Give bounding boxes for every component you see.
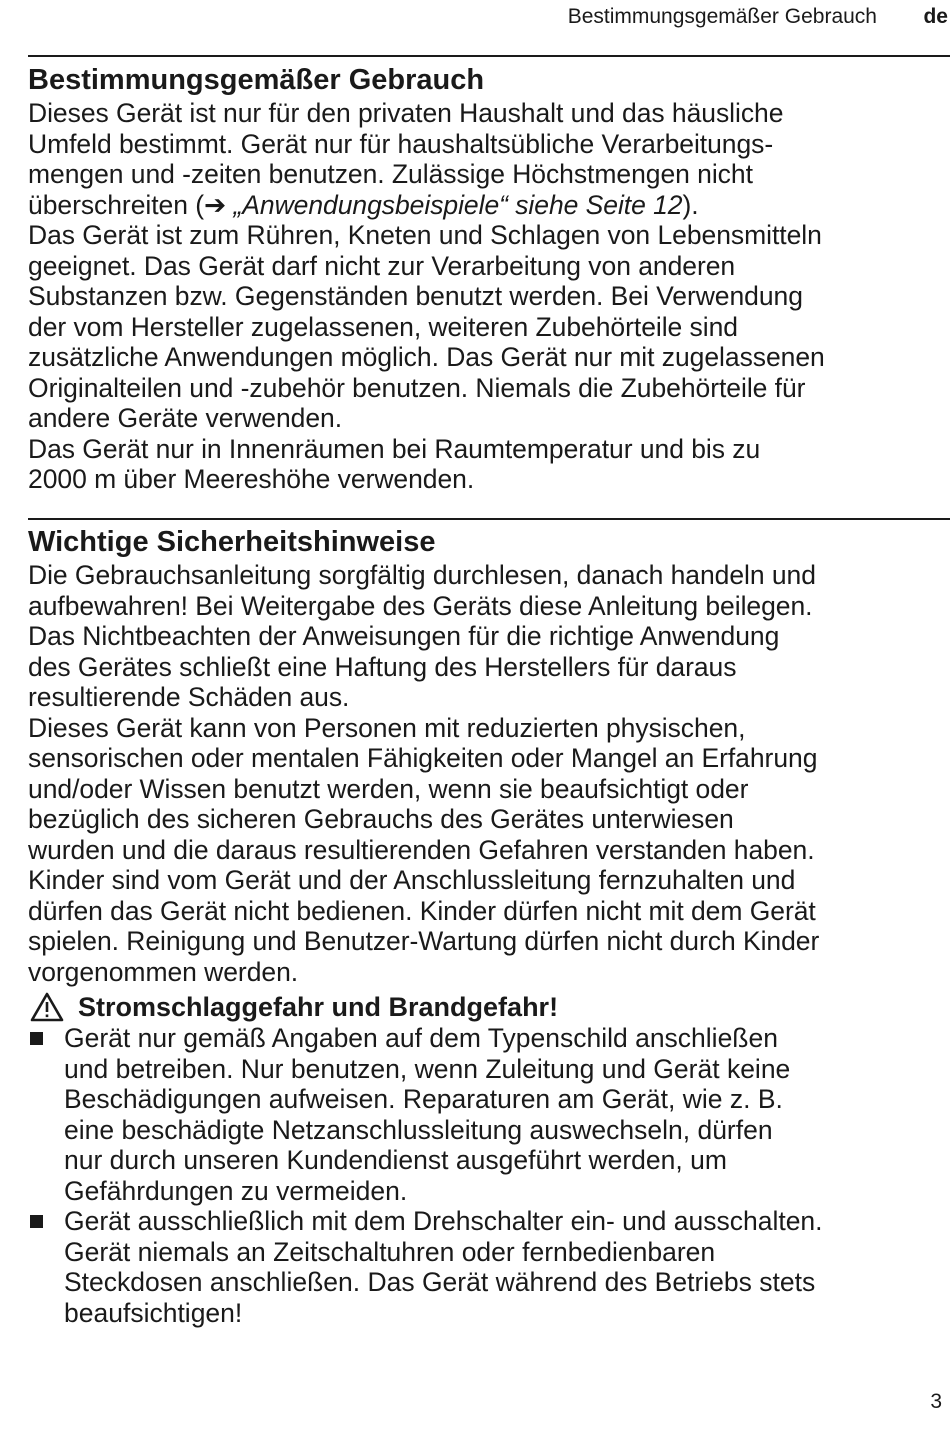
reference-prefix: überschreiten (	[28, 189, 205, 220]
paragraph-line: andere Geräte verwenden.	[28, 403, 343, 433]
section-intended-use	[28, 62, 946, 495]
list-item-line: eine beschädigte Netzanschlussleitung auswechseln, dürfen	[64, 1114, 773, 1145]
paragraph-line: Substanzen bzw. Gegenständen benutzt werden. Bei Verwendung	[28, 281, 803, 311]
list-item-line: beaufsichtigen!	[64, 1297, 243, 1328]
arrow-right-icon: ➔	[204, 189, 227, 220]
list-item-line: Beschädigungen aufweisen. Reparaturen am Gerät, wie z. B.	[64, 1084, 783, 1114]
paragraph-line: Das Nichtbeachten der Anweisungen für die richtige Anwendung	[28, 621, 780, 651]
paragraph-line-with-reference	[28, 190, 946, 221]
language-code: de	[923, 5, 948, 28]
paragraph-line: Das Gerät ist zum Rühren, Kneten und Schlagen von Lebensmitteln	[28, 220, 822, 250]
section-divider	[28, 55, 950, 57]
list-item-line: Gerät nur gemäß Angaben auf dem Typenschild anschließen	[64, 1023, 778, 1053]
paragraph-line: Originalteilen und -zubehör benutzen. Niemals die Zubehörteile für	[28, 372, 806, 403]
page-number: 3	[930, 1390, 942, 1413]
list-item-line: Gerät niemals an Zeitschaltuhren oder fernbedienbaren	[64, 1236, 716, 1267]
list-item-line: Gefährdungen zu vermeiden.	[64, 1175, 408, 1206]
paragraph-line: zusätzliche Anwendungen möglich. Das Gerät nur mit zugelassenen	[28, 342, 825, 372]
list-item	[28, 1206, 946, 1328]
paragraph-line: aufbewahren! Bei Weitergabe des Geräts diese Anleitung beilegen.	[28, 590, 813, 621]
section-heading: Bestimmungsgemäßer Gebrauch	[28, 64, 485, 96]
paragraph-line: Die Gebrauchsanleitung sorgfältig durchlesen, danach handeln und	[28, 560, 816, 590]
paragraph-line: mengen und -zeiten benutzen. Zulässige Höchstmengen nicht	[28, 159, 753, 189]
paragraph-line: 2000 m über Meereshöhe verwenden.	[28, 464, 475, 494]
reference-suffix: ).	[682, 189, 699, 220]
paragraph-line: spielen. Reinigung und Benutzer-Wartung dürfen nicht durch Kinder	[28, 926, 820, 956]
paragraph-line: Umfeld bestimmt. Gerät nur für haushaltsübliche Verarbeitungs-	[28, 128, 774, 159]
running-title: Bestimmungsgemäßer Gebrauch	[567, 5, 877, 28]
paragraph-line: und/oder Wissen benutzt werden, wenn sie beaufsichtigt oder	[28, 773, 749, 804]
running-head	[0, 2, 950, 32]
section-divider	[28, 518, 950, 520]
bullet-square-icon	[30, 1032, 43, 1045]
paragraph-line: dürfen das Gerät nicht bedienen. Kinder dürfen nicht mit dem Gerät	[28, 895, 816, 926]
paragraph-line: des Gerätes schließt eine Haftung des Herstellers für daraus	[28, 651, 737, 682]
warning-heading	[28, 991, 946, 1023]
warning-title: Stromschlaggefahr und Brandgefahr!	[78, 992, 559, 1022]
list-item-line: Gerät ausschließlich mit dem Drehschalter ein- und ausschalten.	[64, 1206, 823, 1236]
bullet-square-icon	[30, 1215, 43, 1228]
cross-reference-link[interactable]: „Anwendungsbeispiele“ siehe Seite 12	[226, 189, 683, 220]
paragraph-line: bezüglich des sicheren Gebrauchs des Gerätes unterwiesen	[28, 804, 734, 834]
paragraph-line: wurden und die daraus resultierenden Gefahren verstanden haben.	[28, 834, 815, 865]
list-item-line: und betreiben. Nur benutzen, wenn Zuleitung und Gerät keine	[64, 1053, 791, 1084]
paragraph-line: der vom Hersteller zugelassenen, weiteren Zubehörteile sind	[28, 311, 738, 342]
paragraph-line: vorgenommen werden.	[28, 956, 299, 987]
list-item	[28, 1023, 946, 1206]
paragraph-line: sensorischen oder mentalen Fähigkeiten oder Mangel an Erfahrung	[28, 743, 818, 773]
paragraph-line: Dieses Gerät ist nur für den privaten Haushalt und das häusliche	[28, 98, 784, 128]
section-safety	[28, 524, 946, 1328]
paragraph-line: Kinder sind vom Gerät und der Anschlussleitung fernzuhalten und	[28, 865, 796, 895]
paragraph-line: Dieses Gerät kann von Personen mit reduzierten physischen,	[28, 712, 746, 743]
paragraph-line: resultierende Schäden aus.	[28, 682, 350, 712]
list-item-line: Steckdosen anschließen. Das Gerät während des Betriebs stets	[64, 1267, 816, 1297]
paragraph-line: Das Gerät nur in Innenräumen bei Raumtemperatur und bis zu	[28, 433, 761, 464]
list-item-line: nur durch unseren Kundendienst ausgeführt werden, um	[64, 1145, 727, 1175]
paragraph-line: geeignet. Das Gerät darf nicht zur Verarbeitung von anderen	[28, 250, 736, 281]
warning-triangle-icon	[30, 992, 64, 1022]
warning-list	[28, 1023, 946, 1328]
section-heading: Wichtige Sicherheitshinweise	[28, 526, 436, 558]
